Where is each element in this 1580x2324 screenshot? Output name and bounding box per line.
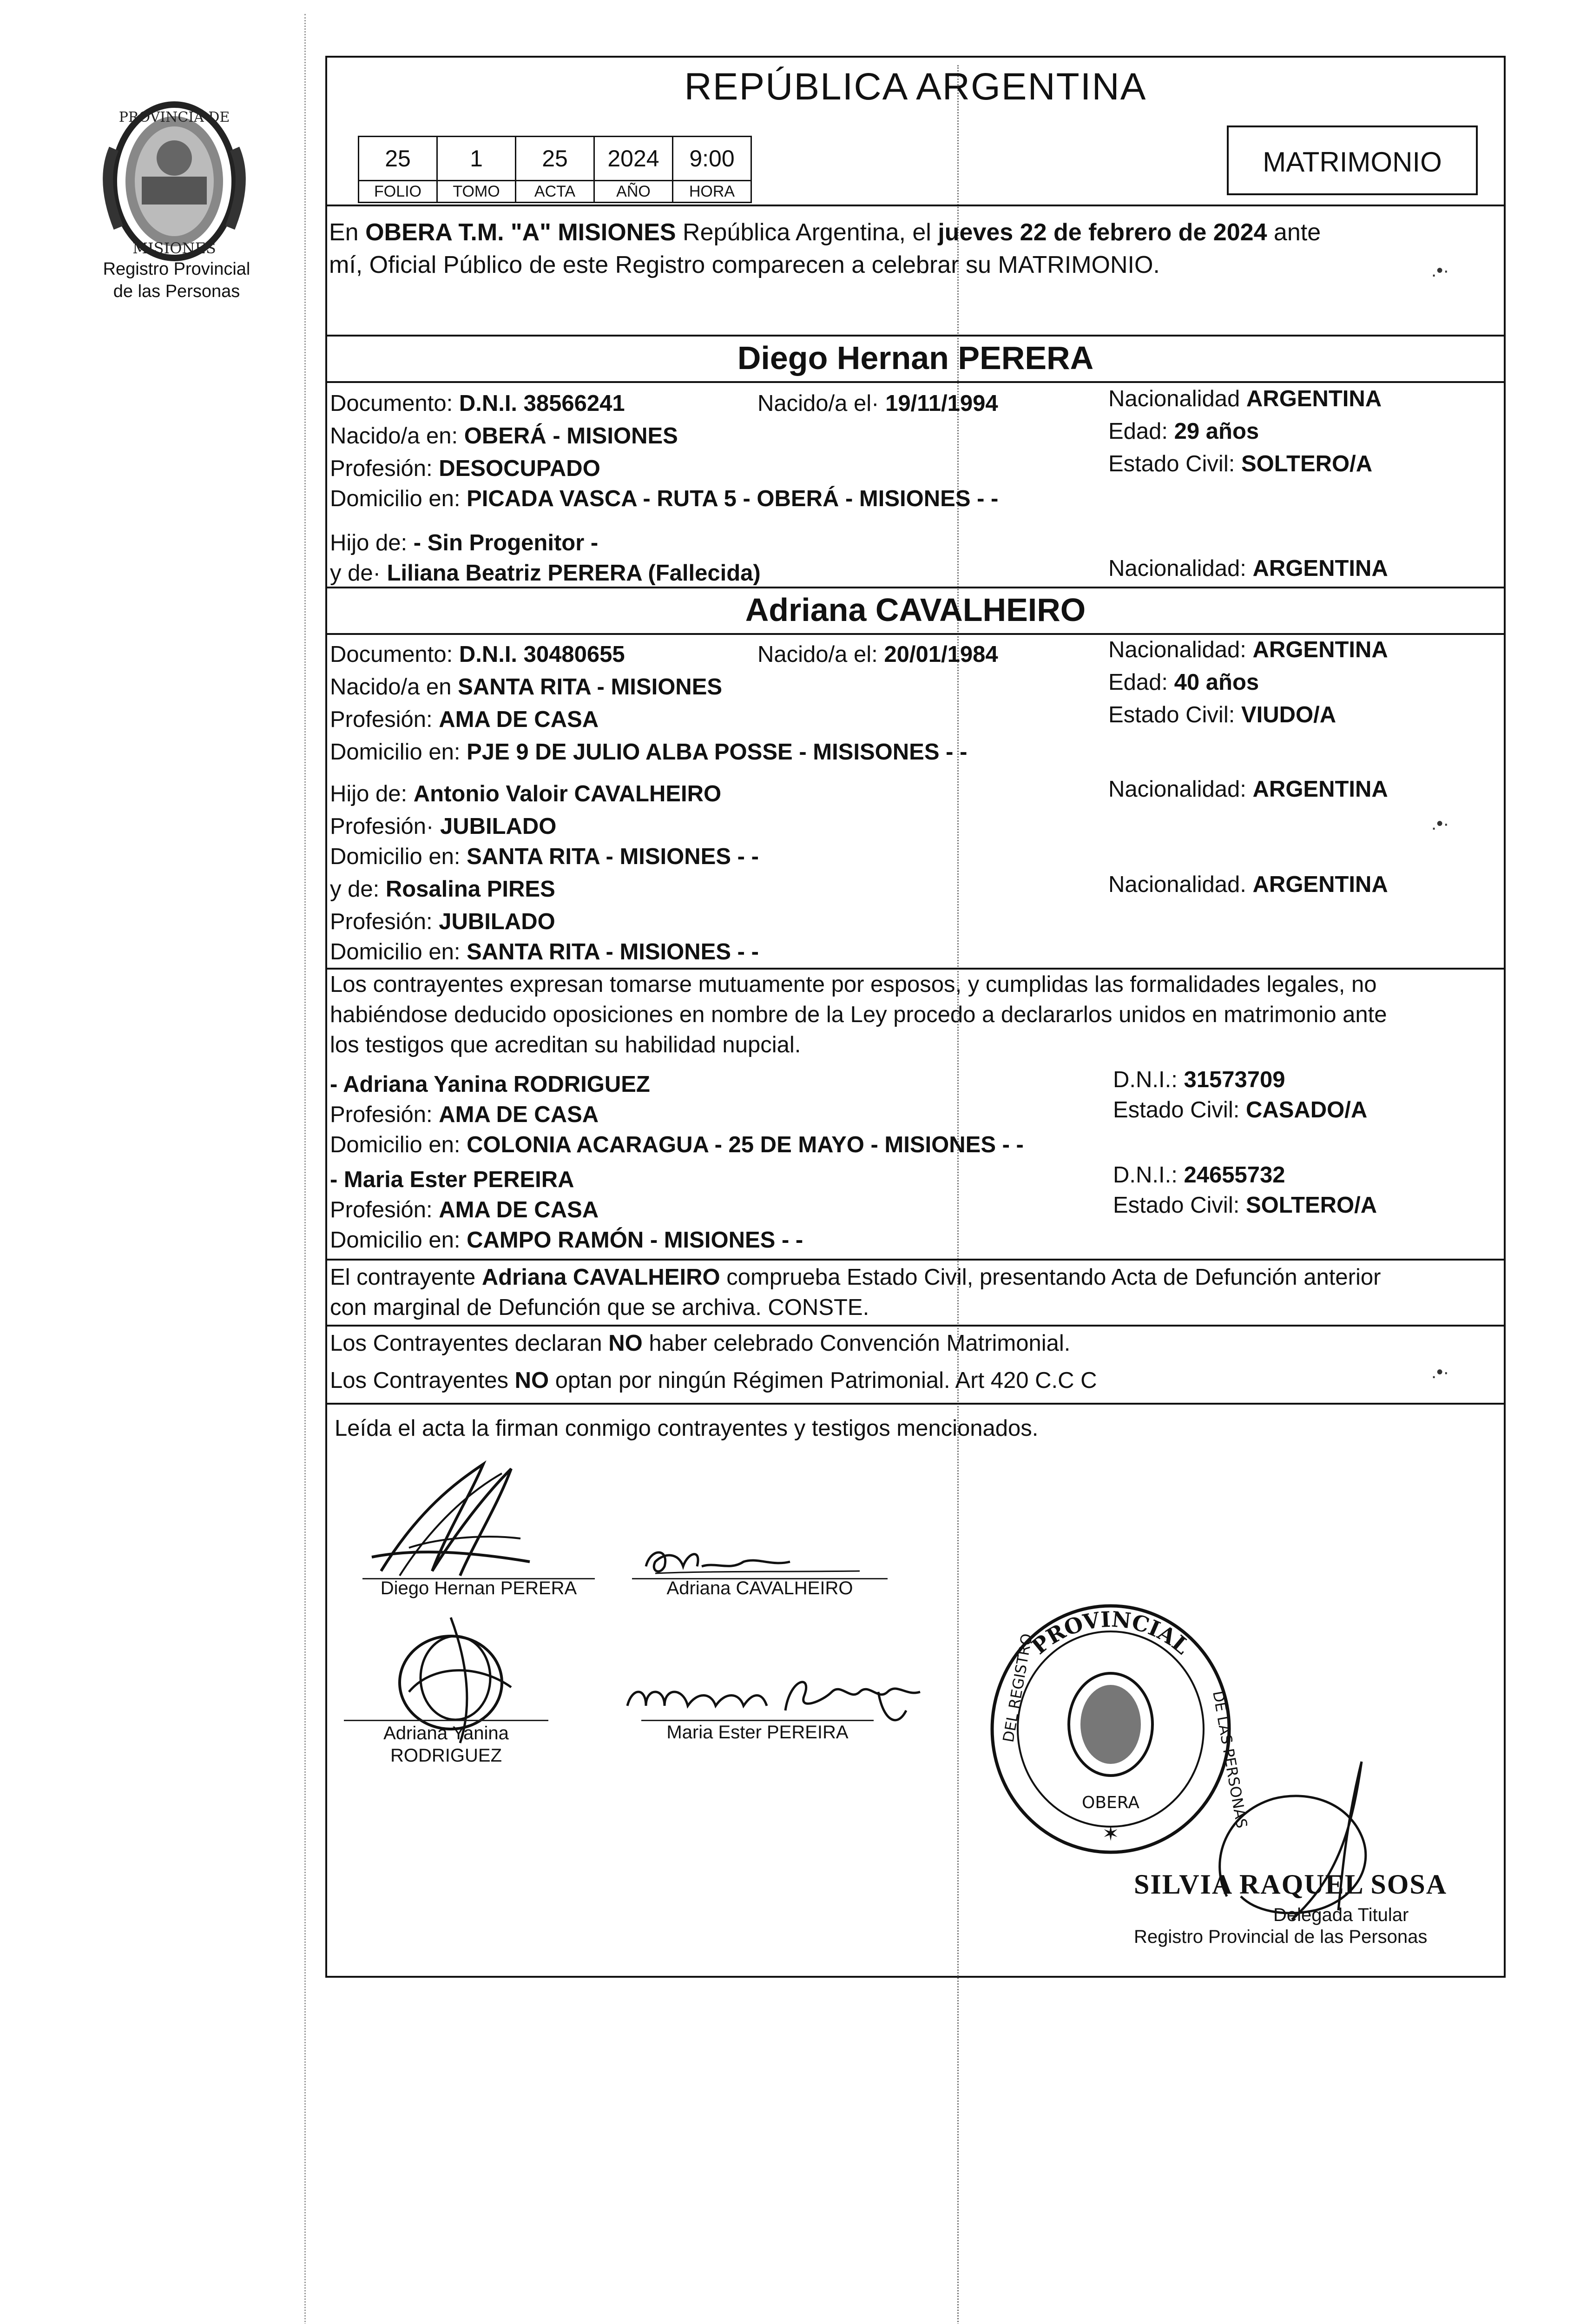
seal-right-text: DE LAS PERSONAS	[1209, 1689, 1251, 1830]
bride-father-address: Domicilio en: SANTA RITA - MISIONES - -	[330, 844, 759, 869]
bride-civil-status: Estado Civil: VIUDO/A	[1108, 702, 1336, 727]
acta-value: 25	[516, 137, 594, 181]
declaration-line-3: los testigos que acreditan su habilidad nupcial.	[330, 1032, 801, 1057]
bride-father: Hijo de: Antonio Valoir CAVALHEIRO	[330, 781, 722, 806]
province-emblem-icon	[86, 93, 263, 270]
seal-top-text: PROVINCIAL	[1027, 1606, 1195, 1659]
bride-profession: Profesión: AMA DE CASA	[330, 707, 599, 732]
hour-value: 9:00	[673, 137, 751, 181]
bride-signature-caption: Adriana CAVALHEIRO	[666, 1578, 853, 1598]
year-value: 2024	[594, 137, 673, 181]
margin-guide-line	[304, 14, 306, 2324]
bride-birth-date: Nacido/a el: 20/01/1984	[757, 642, 998, 667]
groom-signature-icon	[362, 1455, 539, 1590]
divider	[325, 1259, 1506, 1261]
witness-1-dni: D.N.I.: 31573709	[1113, 1067, 1285, 1092]
divider	[325, 1325, 1506, 1327]
bride-nationality: Nacionalidad: ARGENTINA	[1108, 637, 1388, 662]
declaration-line-1: Los contrayentes expresan tomarse mutuamente por esposos, y cumplidas las formalidades legales, no	[330, 972, 1377, 997]
bride-age: Edad: 40 años	[1108, 670, 1259, 695]
groom-address: Domicilio en: PICADA VASCA - RUTA 5 - OBERÁ - MISIONES - -	[330, 486, 999, 511]
bride-document: Documento: D.N.I. 30480655	[330, 642, 625, 667]
divider	[325, 968, 1506, 970]
groom-profession: Profesión: DESOCUPADO	[330, 456, 600, 481]
witness-2-profession: Profesión: AMA DE CASA	[330, 1197, 599, 1222]
groom-document: Documento: D.N.I. 38566241	[330, 391, 625, 416]
seal-bottom-text: OBERA	[1082, 1793, 1139, 1812]
closing-statement: Leída el acta la firman conmigo contrayentes y testigos mencionados.	[335, 1416, 1039, 1441]
groom-birth-place: Nacido/a en: OBERÁ - MISIONES	[330, 423, 678, 449]
emblem-caption-line-1: Registro Provincial	[103, 259, 250, 279]
divider	[325, 1403, 1506, 1405]
witness-2-signature-icon	[618, 1664, 943, 1729]
divider	[325, 205, 1506, 206]
witness-1-name: - Adriana Yanina RODRIGUEZ	[330, 1072, 650, 1097]
intro-place: OBERA T.M. "A" MISIONES	[365, 219, 676, 246]
official-role-stamp: Delegada Titular	[1273, 1905, 1409, 1925]
regimen-line-1: Los Contrayentes declaran NO haber celebrado Convención Matrimonial.	[330, 1331, 1071, 1356]
hour-label: HORA	[673, 181, 751, 203]
emblem-ring-top-text: PROVINCIA DE	[118, 109, 230, 125]
page-title: REPÚBLICA ARGENTINA	[684, 66, 1147, 108]
regimen-line-2: Los Contrayentes NO optan por ningún Régimen Patrimonial. Art 420 C.C C	[330, 1368, 1097, 1393]
witness-2-dni: D.N.I.: 24655732	[1113, 1162, 1285, 1188]
divider	[325, 335, 1506, 337]
bride-signature-icon	[637, 1534, 869, 1580]
groom-civil-status: Estado Civil: SOLTERO/A	[1108, 451, 1373, 476]
folio-value: 25	[359, 137, 437, 181]
svg-text:PROVINCIAL	[1027, 1606, 1194, 1659]
scan-speck: .•·	[1431, 1362, 1449, 1382]
bride-address: Domicilio en: PJE 9 DE JULIO ALBA POSSE - MISISONES - -	[330, 739, 968, 765]
bride-mother-address: Domicilio en: SANTA RITA - MISIONES - -	[330, 939, 759, 964]
groom-nationality: Nacionalidad ARGENTINA	[1108, 386, 1382, 411]
bride-birth-place: Nacido/a en SANTA RITA - MISIONES	[330, 674, 723, 700]
tomo-value: 1	[437, 137, 516, 181]
bride-father-profession: Profesión· JUBILADO	[330, 814, 557, 839]
witness-1-profession: Profesión: AMA DE CASA	[330, 1102, 599, 1127]
year-label: AÑO	[594, 181, 673, 203]
document-type-box: MATRIMONIO	[1227, 125, 1478, 195]
folio-label: FOLIO	[359, 181, 437, 203]
tomo-label: TOMO	[437, 181, 516, 203]
declaration-line-2: habiéndose deducido oposiciones en nombre de la Ley procedo a declararlos unidos en matrimonio ante	[330, 1002, 1387, 1027]
groom-name-heading: Diego Hernan PERERA	[737, 340, 1094, 376]
witness-2-signature-caption: Maria Ester PEREIRA	[666, 1722, 849, 1743]
acta-label: ACTA	[516, 181, 594, 203]
groom-father: Hijo de: - Sin Progenitor -	[330, 530, 599, 555]
official-name-stamp: SILVIA RAQUEL SOSA	[1134, 1869, 1448, 1900]
witness-1-signature-line	[344, 1720, 548, 1721]
svg-text:✶: ✶	[1102, 1822, 1119, 1845]
groom-mother-nationality: Nacionalidad: ARGENTINA	[1108, 556, 1388, 581]
witness-1-civil-status: Estado Civil: CASADO/A	[1113, 1097, 1368, 1122]
acta-reference-table	[358, 136, 752, 203]
bride-mother: y de: Rosalina PIRES	[330, 877, 555, 902]
bride-mother-nationality: Nacionalidad. ARGENTINA	[1108, 872, 1388, 897]
groom-birth-date: Nacido/a el· 19/11/1994	[757, 391, 998, 416]
bride-father-nationality: Nacionalidad: ARGENTINA	[1108, 777, 1388, 802]
witness-2-signature-line	[641, 1720, 874, 1721]
emblem-caption-line-2: de las Personas	[113, 282, 240, 301]
witness-1-address: Domicilio en: COLONIA ACARAGUA - 25 DE MAYO - MISIONES - -	[330, 1132, 1024, 1157]
intro-date: jueves 22 de febrero de 2024	[938, 219, 1267, 246]
civil-status-note-line-2: con marginal de Defunción que se archiva. CONSTE.	[330, 1295, 869, 1320]
bride-mother-profession: Profesión: JUBILADO	[330, 909, 555, 934]
official-registry-stamp: Registro Provincial de las Personas	[1134, 1927, 1428, 1947]
seal-left-text: DEL REGISTRO	[999, 1632, 1036, 1744]
scan-speck: .•·	[1431, 260, 1449, 281]
intro-line-2: mí, Oficial Público de este Registro comparecen a celebrar su MATRIMONIO.	[329, 251, 1160, 278]
witness-2-name: - Maria Ester PEREIRA	[330, 1167, 574, 1192]
bride-name-heading: Adriana CAVALHEIRO	[745, 592, 1086, 628]
scan-speck: .•·	[1431, 813, 1449, 834]
groom-signature-caption: Diego Hernan PERERA	[380, 1578, 577, 1598]
groom-age: Edad: 29 años	[1108, 419, 1259, 444]
emblem-ring-bottom-text: MISIONES	[132, 239, 216, 257]
witness-1-signature-caption: Adriana Yanina RODRIGUEZ	[383, 1723, 509, 1766]
intro-line-1: En OBERA T.M. "A" MISIONES República Argentina, el jueves 22 de febrero de 2024 ante	[329, 219, 1321, 246]
divider	[325, 633, 1506, 635]
witness-2-address: Domicilio en: CAMPO RAMÓN - MISIONES - -	[330, 1228, 803, 1253]
emblem-caption	[79, 258, 274, 303]
divider	[325, 381, 1506, 383]
divider	[325, 587, 1506, 588]
groom-mother: y de· Liliana Beatriz PERERA (Fallecida)	[330, 561, 761, 586]
witness-2-civil-status: Estado Civil: SOLTERO/A	[1113, 1193, 1377, 1218]
civil-status-note-line-1: El contrayente Adriana CAVALHEIRO comprueba Estado Civil, presentando Acta de Defunción anterior	[330, 1265, 1381, 1290]
